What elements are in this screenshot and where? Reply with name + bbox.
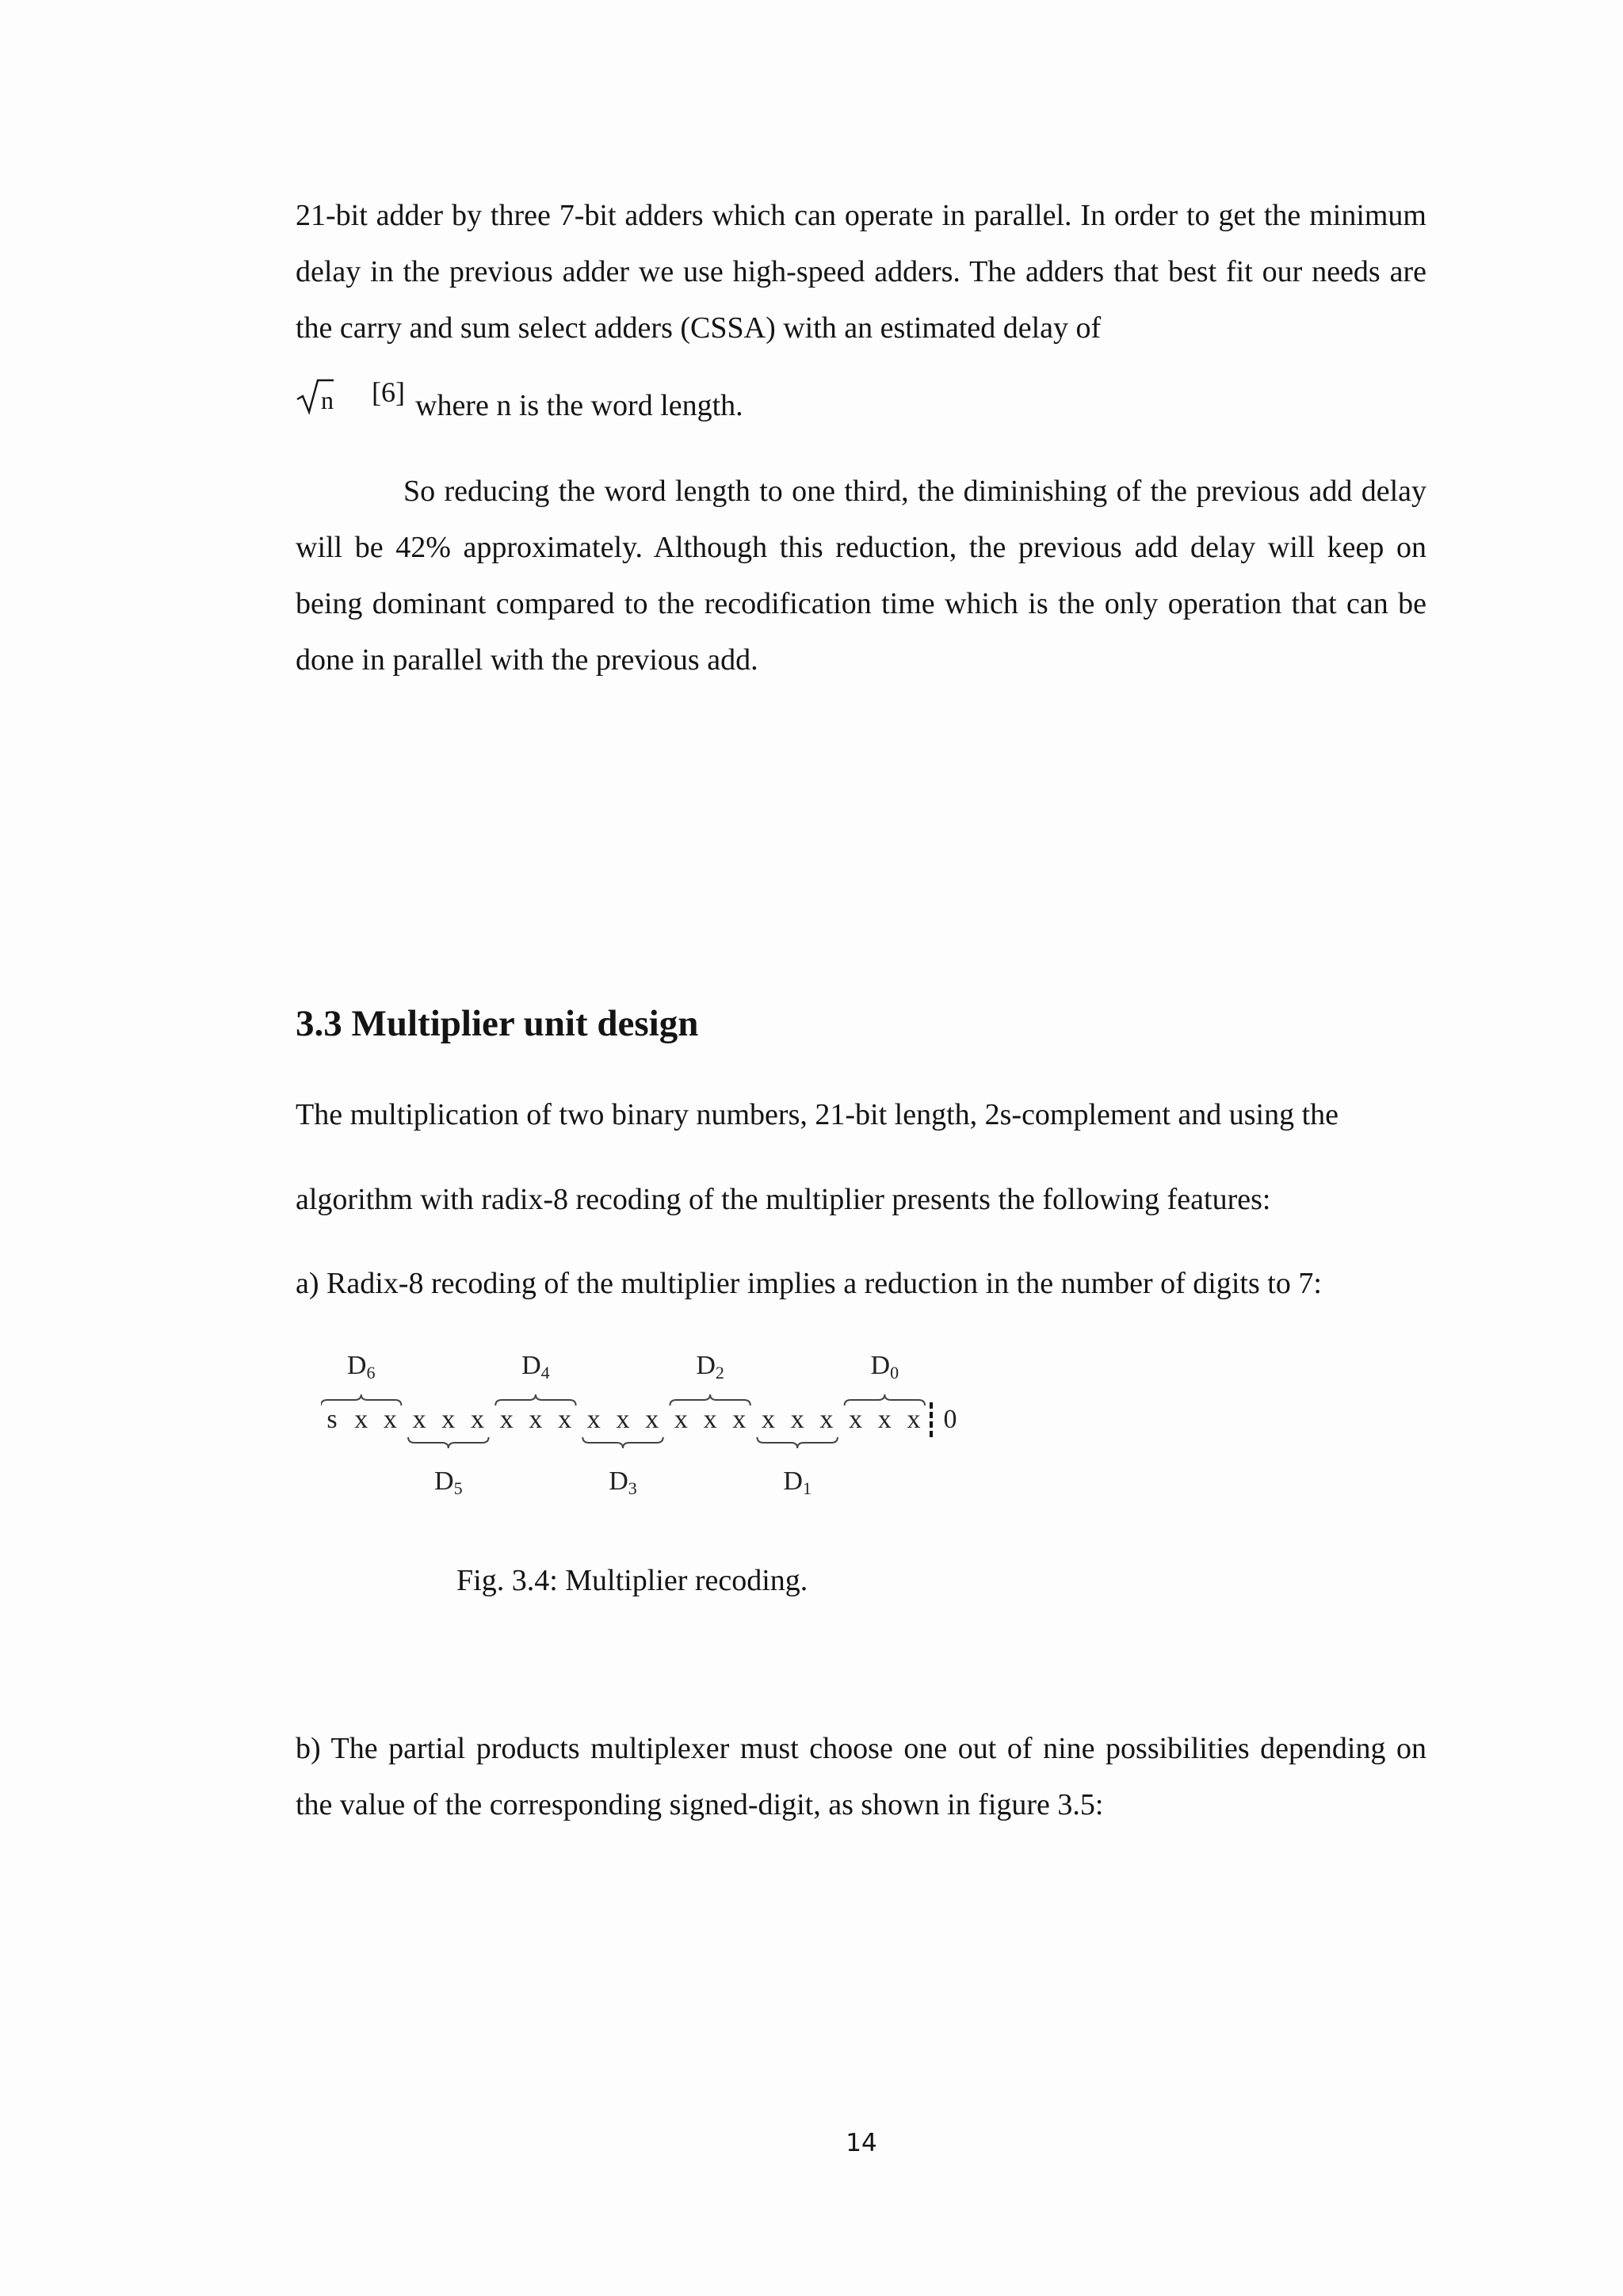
- brace-bottom: [758, 1437, 838, 1448]
- digit-label-top: D6: [346, 1351, 376, 1383]
- bit-glyph: x: [558, 1405, 572, 1434]
- bit-glyph: x: [877, 1405, 892, 1434]
- bit-glyph: x: [703, 1405, 717, 1434]
- bit-glyph: x: [354, 1405, 369, 1434]
- sqrt-description: where n is the word length.: [415, 389, 743, 422]
- bit-glyph: x: [616, 1405, 630, 1434]
- brace-top: [321, 1394, 401, 1405]
- bit-glyph: x: [819, 1405, 834, 1434]
- figure-caption: Fig. 3.4: Multiplier recoding.: [456, 1564, 808, 1597]
- section-heading: 3.3 Multiplier unit design: [296, 1003, 699, 1044]
- bit-glyph: x: [383, 1405, 397, 1434]
- feature-a-line: a) Radix-8 recoding of the multiplier implies a reduction in the number of digits to 7:: [296, 1267, 1322, 1300]
- paragraph-word-length: So reducing the word length to one third, the diminishing of the previous add delay will be 42% approximately. Although this reduction, the previous add delay will keep on being dominant compared to the recodification time which is the only operation that can be done in parallel with the previous add.: [296, 475, 1426, 677]
- feature-b-paragraph: b) The partial products multiplexer must choose one out of nine possibilities depending on the value of the corresponding signed-digit, as shown in figure 3.5:: [296, 1732, 1426, 1821]
- trailing-bit: 0: [943, 1405, 957, 1434]
- citation-ref: [6]: [372, 376, 405, 408]
- brace-bottom: [408, 1437, 488, 1448]
- bit-glyph: s: [327, 1405, 338, 1434]
- digit-label-top: D2: [696, 1351, 724, 1383]
- digit-label-bottom: D5: [434, 1466, 463, 1498]
- bit-glyph: x: [586, 1405, 601, 1434]
- bit-glyph: x: [790, 1405, 804, 1434]
- bit-glyph: x: [412, 1405, 426, 1434]
- brace-top: [670, 1394, 750, 1405]
- brace-top: [495, 1394, 575, 1405]
- digit-label-bottom: D1: [783, 1466, 812, 1498]
- brace-bottom: [582, 1437, 663, 1448]
- bit-glyph: x: [732, 1405, 747, 1434]
- bit-glyph: x: [849, 1405, 863, 1434]
- sqrt-formula-line: [296, 372, 1088, 428]
- digit-label-top: D4: [521, 1351, 550, 1383]
- digit-label-top: D0: [870, 1351, 899, 1383]
- bit-glyph: x: [762, 1405, 775, 1434]
- sqrt-radicand: n: [321, 386, 334, 414]
- bit-glyph: x: [529, 1405, 543, 1434]
- bit-glyph: x: [645, 1405, 659, 1434]
- paragraph-adder-intro: 21-bit adder by three 7-bit adders which can operate in parallel. In order to get the minimum delay in the previous adder we use high-speed adders. The adders that best fit our needs are the carry and sum select adders (CSSA) with an estimated delay of: [296, 199, 1426, 345]
- bit-glyph: x: [441, 1405, 456, 1434]
- bit-glyph: x: [907, 1405, 921, 1434]
- digit-label-bottom: D3: [609, 1466, 637, 1498]
- bit-glyph: x: [471, 1405, 484, 1434]
- brace-top: [845, 1394, 925, 1405]
- sqrt-formula: [296, 377, 367, 417]
- multiplication-line-1: The multiplication of two binary numbers, 21-bit length, 2s-complement and using the: [296, 1098, 1339, 1131]
- bit-glyph: x: [499, 1405, 514, 1434]
- page-number: 14: [846, 2129, 877, 2157]
- bit-glyph: x: [674, 1405, 688, 1434]
- figure-multiplier-recoding: [321, 1339, 987, 1525]
- recoding-diagram: [321, 1339, 987, 1521]
- multiplication-line-2: algorithm with radix-8 recoding of the multiplier presents the following features:: [296, 1183, 1271, 1216]
